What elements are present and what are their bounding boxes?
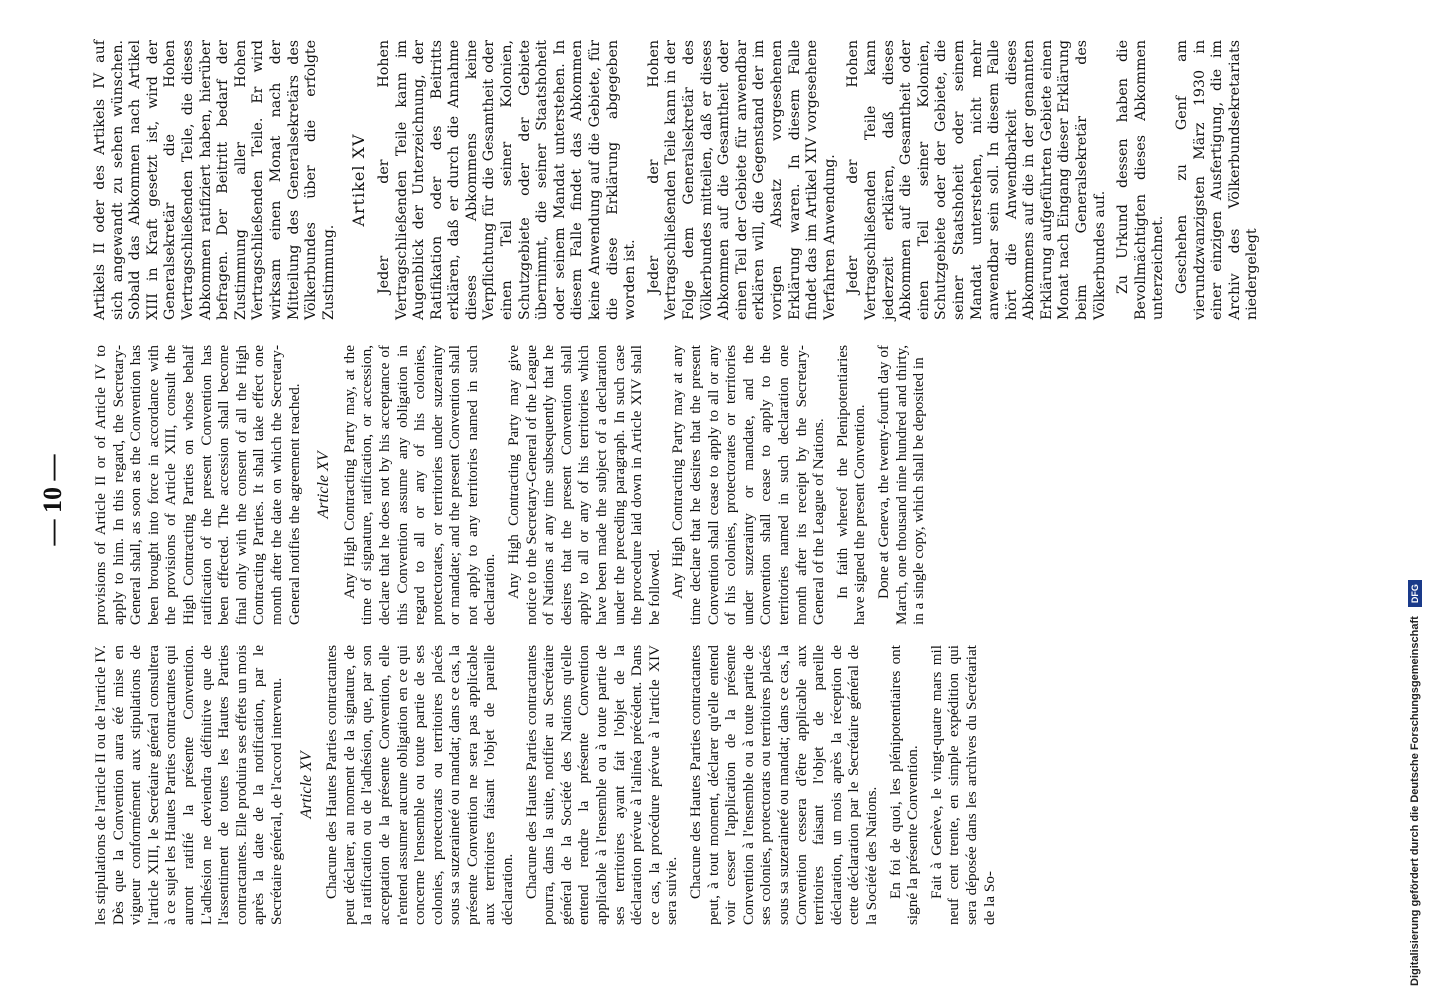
de-paragraph-5: Geschehen zu Genf am vierundzwanzigsten März 1930 in einer einzigen Ausfertigung, die im Archiv des Völkerbundsekretariats niedergelegt [1174, 40, 1261, 320]
en-paragraph-2: Any High Contracting Party may give notice to the Secretary-General of the League of Nations at any time subsequently that he desires that the present Convention shall apply to all or any of his territories which have been made the subject of a declaration under the preceding paragraph. In such case the procedure laid down in Article XIV shall be followed. [505, 345, 663, 625]
de-paragraph-2: Jeder der Hohen Vertragschließenden Teile kann in der Folge dem Generalsekretär des Völkerbundes mitteilen, daß er dieses Abkommen auf die Gesamtheit oder einen Teil der Gebiete für anwendbar erklären will, die Gegenstand der im vorigen Absatz vorgesehenen Erklärung waren. In diesem Falle findet das im Artikel XIV vorgesehene Verfahren Anwendung. [645, 40, 838, 320]
en-paragraph-1: Any High Contracting Party may, at the time of signature, ratification, or accession, declare that he does not by his acceptance of this Convention assume any obligation in regard to all or any of his colonies, protectorates, or territories under suzerainty or mandate; and the present Convention shall not apply to any territories named in such declaration. [340, 345, 499, 625]
fr-paragraph-3: Chacune des Hautes Parties contractantes peut, à tout moment, déclarer qu'elle entend voir cesser l'application de la présente Convention à l'ensemble ou à toute partie de ses colonies, protectorats ou territoires placés sous sa suzeraineté ou mandat; dans ce cas, la Convention cessera d'être applicable aux territoires faisant l'objet de pareille déclaration, un mois après la réception de cette déclaration par le Secrétaire général de la Société des Nations. [687, 645, 880, 925]
en-paragraph-5: Done at Geneva, the twenty-fourth day of March, one thousand nine hundred and thirty, in a single copy, which shall be deposited in [874, 345, 928, 625]
de-paragraph-1: Jeder der Hohen Vertragschließenden Teile kann im Augenblick der Unterzeichnung, der Ratifikation oder des Beitritts erklären, daß er durch die Annahme dieses Abkommens keine Verpflichtung für die Gesamtheit oder einen Teil seiner Kolonien, Schutzgebiete oder der Gebiete übernimmt, die seiner Staatshoheit oder seinem Mandat unterstehen. In diesem Falle findet das Abkommen keine Anwendung auf die Gebiete, für die diese Erklärung abgegeben worden ist. [375, 40, 639, 320]
german-column [92, 40, 1268, 320]
dfg-logo: DFG [1408, 580, 1422, 607]
french-column [92, 645, 1004, 925]
de-continuation: Artikels II oder des Artikels IV auf sich angewandt zu sehen wünschen. Sobald das Abkommen nach Artikel XIII in Kraft gesetzt ist, wird der Generalsekretär die Hohen Vertragschließenden Teile, die dieses Abkommen ratifiziert haben, hierüber befragen. Der Beitritt bedarf der Zustimmung aller Hohen Vertragschließenden Teile. Er wird wirksam einen Monat nach der Mitteilung des Generalsekretärs des Völkerbundes über die erfolgte Zustimmung. [92, 40, 337, 320]
digitization-footer [1408, 0, 1422, 1000]
fr-paragraph-2: Chacune des Hautes Parties contractantes pourra, dans la suite, notifier au Secrétaire général de la Société des Nations qu'elle entend rendre la présente Convention applicable à l'ensemble ou à toute partie de ses territoires ayant fait l'objet de la déclaration prévue à l'alinéa précédent. Dans ce cas, la procédure prévue à l'article XIV sera suivie. [522, 645, 681, 925]
de-article-heading: Artikel XV [349, 133, 369, 227]
fr-continuation: les stipulations de l'article II ou de l'article IV. Dès que la Convention aura été mise en vigueur conformément aux stipulations de l'article XIII, le Secrétaire général consultera à ce sujet les Hautes Parties contractantes qui auront ratifié la présente Convention. L'adhésion ne deviendra définitive que de l'assentiment de toutes les Hautes Parties contractantes. Elle produira ses effets un mois après la date de la notification, par le Secrétaire général, de l'accord intervenu. [92, 645, 285, 925]
fr-article-heading: Article XV [297, 751, 315, 819]
de-paragraph-4: Zu Urkund dessen haben die Bevollmächtigten dieses Abkommen unterzeichnet. [1115, 40, 1167, 320]
fr-paragraph-5: Fait à Genève, le vingt-quatre mars mil neuf cent trente, en simple expédition qui sera déposée dans les archives du Secrétariat de la So- [927, 645, 998, 925]
fr-paragraph-1: Chacune des Hautes Parties contractantes peut déclarer, au moment de la signature, de la ratification ou de l'adhésion, que, par son acceptation de la présente Convention, elle n'entend assumer aucune obligation en ce qui concerne l'ensemble ou toute partie de ses colonies, protectorats ou territoires placés sous sa suzeraineté ou mandat; dans ce cas, la présente Convention ne sera pas applicable aux territoires faisant l'objet de pareille déclaration. [323, 645, 517, 925]
de-paragraph-3: Jeder der Hohen Vertragschließenden Teile kann jederzeit erklären, daß dieses Abkommen auf die Gesamtheit oder einen Teil seiner Kolonien, Schutzgebiete oder der Gebiete, die seiner Staatshoheit oder seinem Mandat unterstehen, nicht mehr anwendbar sein soll. In diesem Falle hört die Anwendbarkeit dieses Abkommens auf die in der genannten Erklärung aufgeführten Gebiete einen Monat nach Eingang dieser Erklärung beim Generalsekretär des Völkerbundes auf. [845, 40, 1108, 320]
en-paragraph-4: In faith whereof the Plenipotentiaries have signed the present Convention. [833, 345, 869, 625]
en-paragraph-3: Any High Contracting Party may at any time declare that he desires that the present Convention shall cease to apply to all or any of his colonies, protectorates or territories under suzerainty or mandate, and the Convention shall cease to apply to the territories named in such declaration one month after its receipt by the Secretary-General of the League of Nations. [669, 345, 828, 625]
en-article-heading: Article XV [315, 451, 333, 519]
en-continuation: provisions of Article II or of Article IV to apply to him. In this regard, the Secretary-General shall, as soon as the Convention has been brought into force in accordance with the provisions of Article XIII, consult the High Contracting Parties on whose behalf ratification of the present Convention has been effected. The accession shall become final only with the consent of all the High Contracting Parties. It shall take effect one month after the date on which the Secretary-General notifies the agreement reached. [92, 345, 303, 625]
page-number: — 10 — [38, 454, 67, 546]
english-column [92, 345, 934, 625]
fr-paragraph-4: En foi de quoi, les plénipotentiaires ont signé la présente Convention. [886, 645, 922, 925]
footer-text: Digitalisierung gefördert durch die Deutsche Forschungsgemeinschaft [1408, 616, 1421, 986]
